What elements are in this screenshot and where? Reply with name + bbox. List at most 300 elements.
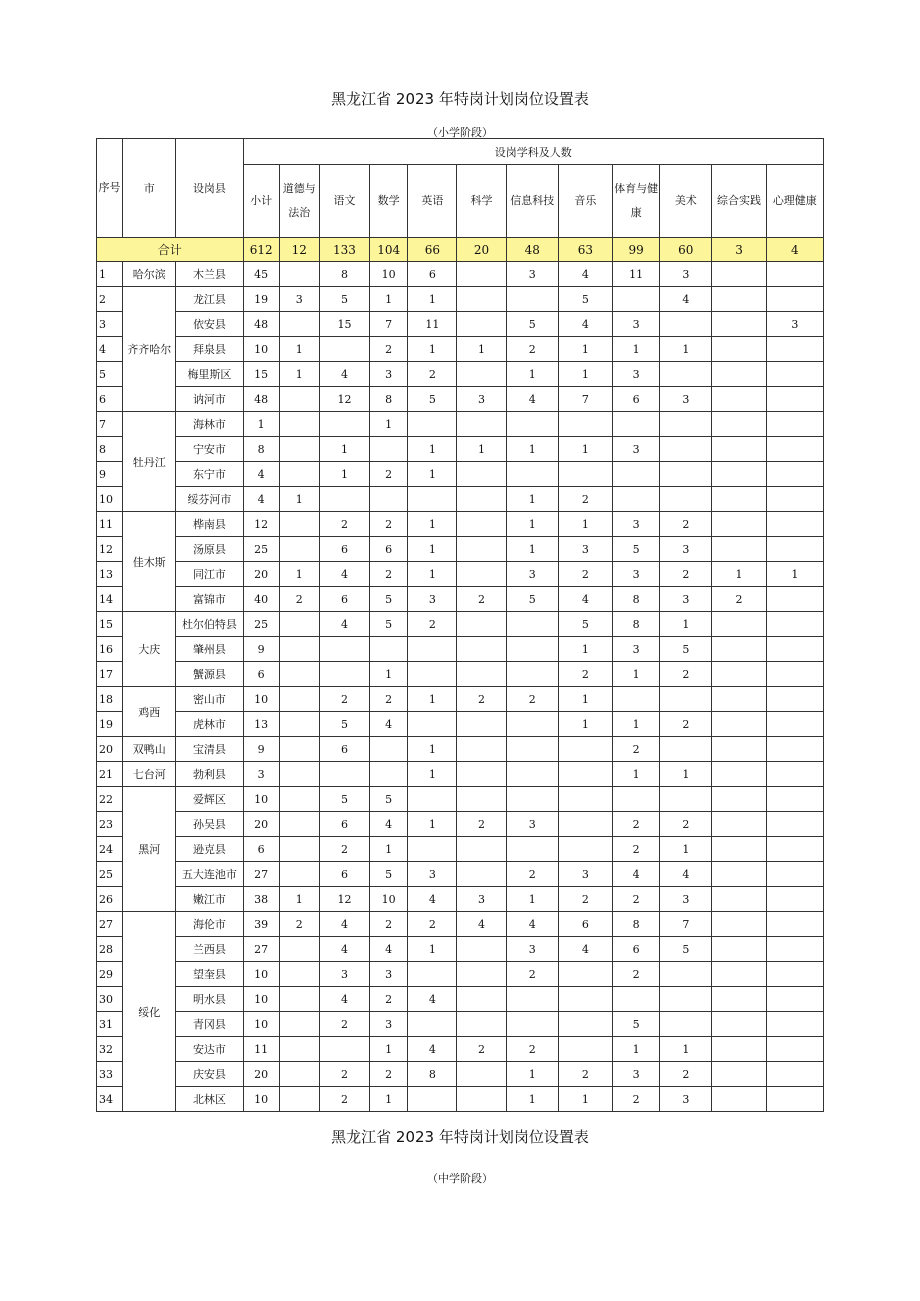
value-cell: 5 bbox=[319, 712, 369, 737]
value-cell bbox=[506, 662, 558, 687]
value-cell: 5 bbox=[370, 862, 408, 887]
value-cell: 2 bbox=[613, 737, 660, 762]
value-cell: 10 bbox=[370, 887, 408, 912]
table-row bbox=[97, 712, 824, 737]
value-cell bbox=[279, 612, 319, 637]
county-cell: 龙江县 bbox=[176, 287, 243, 312]
value-cell: 3 bbox=[558, 862, 612, 887]
value-cell bbox=[766, 487, 823, 512]
value-cell: 2 bbox=[506, 962, 558, 987]
value-cell: 1 bbox=[613, 762, 660, 787]
value-cell bbox=[457, 1087, 506, 1112]
value-cell bbox=[766, 637, 823, 662]
value-cell bbox=[660, 987, 712, 1012]
header-subject: 英语 bbox=[408, 165, 457, 238]
value-cell bbox=[279, 462, 319, 487]
value-cell bbox=[319, 412, 369, 437]
value-cell: 6 bbox=[319, 587, 369, 612]
value-cell bbox=[660, 1012, 712, 1037]
value-cell bbox=[279, 412, 319, 437]
value-cell bbox=[712, 912, 766, 937]
header-subject: 音乐 bbox=[558, 165, 612, 238]
value-cell bbox=[408, 662, 457, 687]
value-cell: 1 bbox=[408, 337, 457, 362]
value-cell bbox=[712, 687, 766, 712]
value-cell: 3 bbox=[660, 387, 712, 412]
value-cell: 15 bbox=[319, 312, 369, 337]
value-cell bbox=[766, 662, 823, 687]
value-cell bbox=[319, 337, 369, 362]
value-cell bbox=[457, 362, 506, 387]
county-cell: 勃利县 bbox=[176, 762, 243, 787]
value-cell: 1 bbox=[408, 537, 457, 562]
value-cell bbox=[766, 1062, 823, 1087]
value-cell: 10 bbox=[243, 787, 279, 812]
value-cell: 48 bbox=[243, 387, 279, 412]
value-cell: 4 bbox=[319, 562, 369, 587]
value-cell bbox=[712, 987, 766, 1012]
value-cell: 3 bbox=[613, 637, 660, 662]
value-cell: 40 bbox=[243, 587, 279, 612]
value-cell: 1 bbox=[558, 1087, 612, 1112]
value-cell: 3 bbox=[613, 512, 660, 537]
value-cell: 2 bbox=[370, 337, 408, 362]
value-cell: 1 bbox=[408, 762, 457, 787]
value-cell: 1 bbox=[408, 937, 457, 962]
value-cell: 9 bbox=[243, 637, 279, 662]
value-cell: 2 bbox=[558, 562, 612, 587]
value-cell: 2 bbox=[613, 812, 660, 837]
total-value: 20 bbox=[457, 238, 506, 262]
county-cell: 庆安县 bbox=[176, 1062, 243, 1087]
value-cell bbox=[558, 412, 612, 437]
table-row bbox=[97, 587, 824, 612]
city-cell: 大庆 bbox=[123, 612, 176, 687]
header-subject: 科学 bbox=[457, 165, 506, 238]
table-row bbox=[97, 762, 824, 787]
value-cell: 5 bbox=[370, 587, 408, 612]
value-cell: 10 bbox=[243, 962, 279, 987]
value-cell: 5 bbox=[613, 537, 660, 562]
value-cell bbox=[319, 762, 369, 787]
value-cell bbox=[712, 962, 766, 987]
value-cell bbox=[279, 262, 319, 287]
value-cell bbox=[766, 337, 823, 362]
county-cell: 海林市 bbox=[176, 412, 243, 437]
value-cell bbox=[766, 687, 823, 712]
value-cell bbox=[712, 462, 766, 487]
value-cell bbox=[766, 737, 823, 762]
value-cell bbox=[712, 637, 766, 662]
value-cell bbox=[613, 987, 660, 1012]
value-cell: 4 bbox=[408, 887, 457, 912]
value-cell: 27 bbox=[243, 862, 279, 887]
county-cell: 东宁市 bbox=[176, 462, 243, 487]
value-cell bbox=[558, 737, 612, 762]
value-cell: 6 bbox=[319, 737, 369, 762]
value-cell: 10 bbox=[370, 262, 408, 287]
value-cell: 1 bbox=[506, 887, 558, 912]
value-cell: 13 bbox=[243, 712, 279, 737]
value-cell: 7 bbox=[558, 387, 612, 412]
header-subject: 语文 bbox=[319, 165, 369, 238]
value-cell: 6 bbox=[613, 387, 660, 412]
value-cell bbox=[279, 787, 319, 812]
value-cell: 1 bbox=[408, 562, 457, 587]
value-cell: 1 bbox=[457, 337, 506, 362]
value-cell: 6 bbox=[319, 862, 369, 887]
value-cell bbox=[766, 262, 823, 287]
city-cell: 绥化 bbox=[123, 912, 176, 1112]
value-cell bbox=[712, 787, 766, 812]
stage-subtitle-secondary: （中学阶段） bbox=[427, 1172, 493, 1185]
table-row bbox=[97, 412, 824, 437]
value-cell bbox=[457, 1062, 506, 1087]
value-cell: 2 bbox=[558, 662, 612, 687]
row-index: 13 bbox=[97, 562, 123, 587]
table-row bbox=[97, 1062, 824, 1087]
table-row bbox=[97, 1012, 824, 1037]
row-index: 23 bbox=[97, 812, 123, 837]
value-cell: 1 bbox=[408, 287, 457, 312]
value-cell: 10 bbox=[243, 337, 279, 362]
value-cell bbox=[613, 287, 660, 312]
value-cell: 6 bbox=[319, 537, 369, 562]
row-index: 24 bbox=[97, 837, 123, 862]
value-cell bbox=[279, 812, 319, 837]
county-cell: 依安县 bbox=[176, 312, 243, 337]
value-cell bbox=[712, 937, 766, 962]
value-cell: 4 bbox=[660, 862, 712, 887]
value-cell bbox=[457, 987, 506, 1012]
table-row bbox=[97, 312, 824, 337]
table-row bbox=[97, 487, 824, 512]
value-cell: 2 bbox=[319, 687, 369, 712]
value-cell: 2 bbox=[319, 512, 369, 537]
value-cell: 5 bbox=[319, 287, 369, 312]
value-cell bbox=[457, 637, 506, 662]
table-row bbox=[97, 537, 824, 562]
value-cell: 27 bbox=[243, 937, 279, 962]
value-cell: 2 bbox=[457, 812, 506, 837]
value-cell: 1 bbox=[370, 1087, 408, 1112]
value-cell bbox=[613, 687, 660, 712]
row-index: 16 bbox=[97, 637, 123, 662]
value-cell: 3 bbox=[408, 862, 457, 887]
value-cell: 5 bbox=[660, 637, 712, 662]
value-cell: 6 bbox=[243, 837, 279, 862]
row-index: 27 bbox=[97, 912, 123, 937]
value-cell: 2 bbox=[506, 337, 558, 362]
value-cell bbox=[279, 987, 319, 1012]
value-cell bbox=[660, 687, 712, 712]
value-cell: 1 bbox=[558, 712, 612, 737]
value-cell: 1 bbox=[243, 412, 279, 437]
value-cell: 6 bbox=[319, 812, 369, 837]
value-cell bbox=[506, 787, 558, 812]
value-cell bbox=[712, 312, 766, 337]
value-cell: 3 bbox=[613, 437, 660, 462]
value-cell bbox=[712, 287, 766, 312]
value-cell: 5 bbox=[506, 312, 558, 337]
value-cell bbox=[712, 1012, 766, 1037]
value-cell: 3 bbox=[613, 1062, 660, 1087]
value-cell: 3 bbox=[457, 887, 506, 912]
value-cell: 4 bbox=[319, 612, 369, 637]
value-cell: 1 bbox=[279, 337, 319, 362]
value-cell bbox=[457, 512, 506, 537]
county-cell: 杜尔伯特县 bbox=[176, 612, 243, 637]
value-cell bbox=[279, 387, 319, 412]
value-cell: 4 bbox=[613, 862, 660, 887]
value-cell: 4 bbox=[408, 1037, 457, 1062]
county-cell: 拜泉县 bbox=[176, 337, 243, 362]
table-row bbox=[97, 887, 824, 912]
row-index: 1 bbox=[97, 262, 123, 287]
value-cell: 8 bbox=[408, 1062, 457, 1087]
value-cell bbox=[766, 837, 823, 862]
value-cell: 1 bbox=[558, 437, 612, 462]
value-cell: 2 bbox=[408, 912, 457, 937]
value-cell: 11 bbox=[613, 262, 660, 287]
value-cell bbox=[457, 287, 506, 312]
value-cell: 2 bbox=[660, 812, 712, 837]
value-cell bbox=[712, 337, 766, 362]
row-index: 9 bbox=[97, 462, 123, 487]
value-cell bbox=[766, 437, 823, 462]
value-cell bbox=[457, 662, 506, 687]
value-cell: 48 bbox=[243, 312, 279, 337]
county-cell: 嫩江市 bbox=[176, 887, 243, 912]
row-index: 30 bbox=[97, 987, 123, 1012]
value-cell bbox=[766, 1012, 823, 1037]
value-cell: 8 bbox=[319, 262, 369, 287]
row-index: 14 bbox=[97, 587, 123, 612]
header-county: 设岗县 bbox=[176, 139, 243, 238]
row-index: 20 bbox=[97, 737, 123, 762]
table-row bbox=[97, 937, 824, 962]
value-cell bbox=[319, 487, 369, 512]
value-cell: 4 bbox=[457, 912, 506, 937]
value-cell bbox=[613, 787, 660, 812]
value-cell bbox=[457, 712, 506, 737]
value-cell: 2 bbox=[712, 587, 766, 612]
value-cell bbox=[712, 437, 766, 462]
county-cell: 望奎县 bbox=[176, 962, 243, 987]
value-cell bbox=[319, 1037, 369, 1062]
value-cell: 2 bbox=[613, 962, 660, 987]
row-index: 7 bbox=[97, 412, 123, 437]
value-cell: 11 bbox=[408, 312, 457, 337]
row-index: 15 bbox=[97, 612, 123, 637]
page-title: 黑龙江省 2023 年特岗计划岗位设置表 bbox=[331, 90, 589, 108]
value-cell: 4 bbox=[558, 312, 612, 337]
row-index: 32 bbox=[97, 1037, 123, 1062]
value-cell: 2 bbox=[370, 562, 408, 587]
value-cell: 4 bbox=[558, 587, 612, 612]
value-cell bbox=[766, 412, 823, 437]
value-cell: 20 bbox=[243, 562, 279, 587]
value-cell bbox=[766, 762, 823, 787]
value-cell bbox=[279, 962, 319, 987]
value-cell bbox=[712, 512, 766, 537]
table-row bbox=[97, 637, 824, 662]
value-cell bbox=[712, 487, 766, 512]
value-cell bbox=[660, 312, 712, 337]
table-row bbox=[97, 687, 824, 712]
value-cell: 2 bbox=[558, 487, 612, 512]
value-cell bbox=[766, 537, 823, 562]
value-cell bbox=[558, 1012, 612, 1037]
value-cell: 45 bbox=[243, 262, 279, 287]
value-cell bbox=[712, 712, 766, 737]
value-cell: 6 bbox=[613, 937, 660, 962]
row-index: 29 bbox=[97, 962, 123, 987]
value-cell bbox=[279, 687, 319, 712]
value-cell: 1 bbox=[279, 562, 319, 587]
value-cell: 10 bbox=[243, 1012, 279, 1037]
position-table bbox=[96, 138, 824, 1112]
value-cell: 3 bbox=[613, 562, 660, 587]
table-row bbox=[97, 962, 824, 987]
value-cell: 1 bbox=[319, 462, 369, 487]
row-index: 19 bbox=[97, 712, 123, 737]
value-cell bbox=[712, 362, 766, 387]
row-index: 34 bbox=[97, 1087, 123, 1112]
value-cell bbox=[408, 412, 457, 437]
table-row bbox=[97, 612, 824, 637]
value-cell bbox=[766, 862, 823, 887]
header-subject: 信息科技 bbox=[506, 165, 558, 238]
value-cell: 2 bbox=[370, 987, 408, 1012]
value-cell: 2 bbox=[660, 1062, 712, 1087]
row-index: 3 bbox=[97, 312, 123, 337]
table-row bbox=[97, 362, 824, 387]
value-cell bbox=[408, 712, 457, 737]
value-cell bbox=[558, 837, 612, 862]
county-cell: 逊克县 bbox=[176, 837, 243, 862]
value-cell: 1 bbox=[319, 437, 369, 462]
row-index: 8 bbox=[97, 437, 123, 462]
row-index: 18 bbox=[97, 687, 123, 712]
table-row bbox=[97, 387, 824, 412]
value-cell bbox=[613, 462, 660, 487]
value-cell: 1 bbox=[558, 362, 612, 387]
value-cell bbox=[370, 762, 408, 787]
county-cell: 密山市 bbox=[176, 687, 243, 712]
county-cell: 桦南县 bbox=[176, 512, 243, 537]
value-cell bbox=[457, 762, 506, 787]
value-cell: 4 bbox=[243, 487, 279, 512]
county-cell: 明水县 bbox=[176, 987, 243, 1012]
value-cell: 3 bbox=[370, 362, 408, 387]
value-cell bbox=[408, 787, 457, 812]
county-cell: 汤原县 bbox=[176, 537, 243, 562]
value-cell bbox=[279, 862, 319, 887]
value-cell bbox=[712, 387, 766, 412]
value-cell bbox=[558, 812, 612, 837]
value-cell: 2 bbox=[370, 462, 408, 487]
value-cell bbox=[457, 1012, 506, 1037]
header-subject: 心理健康 bbox=[766, 165, 823, 238]
value-cell bbox=[558, 787, 612, 812]
table-row bbox=[97, 462, 824, 487]
value-cell: 2 bbox=[319, 1012, 369, 1037]
value-cell: 5 bbox=[319, 787, 369, 812]
value-cell: 1 bbox=[558, 687, 612, 712]
value-cell: 2 bbox=[370, 512, 408, 537]
value-cell: 10 bbox=[243, 987, 279, 1012]
total-value: 3 bbox=[712, 238, 766, 262]
value-cell bbox=[370, 437, 408, 462]
row-index: 10 bbox=[97, 487, 123, 512]
value-cell: 15 bbox=[243, 362, 279, 387]
value-cell: 1 bbox=[660, 1037, 712, 1062]
row-index: 33 bbox=[97, 1062, 123, 1087]
value-cell: 10 bbox=[243, 687, 279, 712]
value-cell bbox=[457, 537, 506, 562]
value-cell: 12 bbox=[319, 887, 369, 912]
value-cell bbox=[319, 662, 369, 687]
value-cell: 2 bbox=[457, 1037, 506, 1062]
county-cell: 爱辉区 bbox=[176, 787, 243, 812]
value-cell bbox=[766, 287, 823, 312]
value-cell: 2 bbox=[613, 1087, 660, 1112]
value-cell bbox=[766, 512, 823, 537]
value-cell: 1 bbox=[408, 687, 457, 712]
table-row bbox=[97, 737, 824, 762]
row-index: 12 bbox=[97, 537, 123, 562]
value-cell: 8 bbox=[613, 587, 660, 612]
value-cell bbox=[279, 712, 319, 737]
value-cell: 1 bbox=[506, 537, 558, 562]
table-row bbox=[97, 812, 824, 837]
value-cell: 1 bbox=[370, 837, 408, 862]
city-cell: 佳木斯 bbox=[123, 512, 176, 612]
row-index: 5 bbox=[97, 362, 123, 387]
value-cell: 1 bbox=[506, 1062, 558, 1087]
value-cell bbox=[712, 662, 766, 687]
value-cell: 1 bbox=[613, 662, 660, 687]
value-cell bbox=[712, 1087, 766, 1112]
value-cell: 1 bbox=[370, 412, 408, 437]
value-cell bbox=[408, 837, 457, 862]
value-cell bbox=[712, 1062, 766, 1087]
value-cell: 1 bbox=[506, 487, 558, 512]
total-value: 612 bbox=[243, 238, 279, 262]
value-cell bbox=[660, 362, 712, 387]
city-cell: 七台河 bbox=[123, 762, 176, 787]
value-cell: 3 bbox=[408, 587, 457, 612]
header-city: 市 bbox=[123, 139, 176, 238]
city-cell: 哈尔滨 bbox=[123, 262, 176, 287]
table-row bbox=[97, 287, 824, 312]
value-cell: 4 bbox=[319, 937, 369, 962]
value-cell: 3 bbox=[370, 962, 408, 987]
value-cell bbox=[279, 1037, 319, 1062]
value-cell: 2 bbox=[660, 712, 712, 737]
value-cell: 2 bbox=[558, 887, 612, 912]
value-cell bbox=[506, 637, 558, 662]
value-cell: 6 bbox=[558, 912, 612, 937]
city-cell: 牡丹江 bbox=[123, 412, 176, 512]
row-index: 25 bbox=[97, 862, 123, 887]
value-cell: 3 bbox=[660, 1087, 712, 1112]
value-cell: 1 bbox=[613, 712, 660, 737]
value-cell bbox=[558, 1037, 612, 1062]
county-cell: 宁安市 bbox=[176, 437, 243, 462]
header-subject: 小计 bbox=[243, 165, 279, 238]
